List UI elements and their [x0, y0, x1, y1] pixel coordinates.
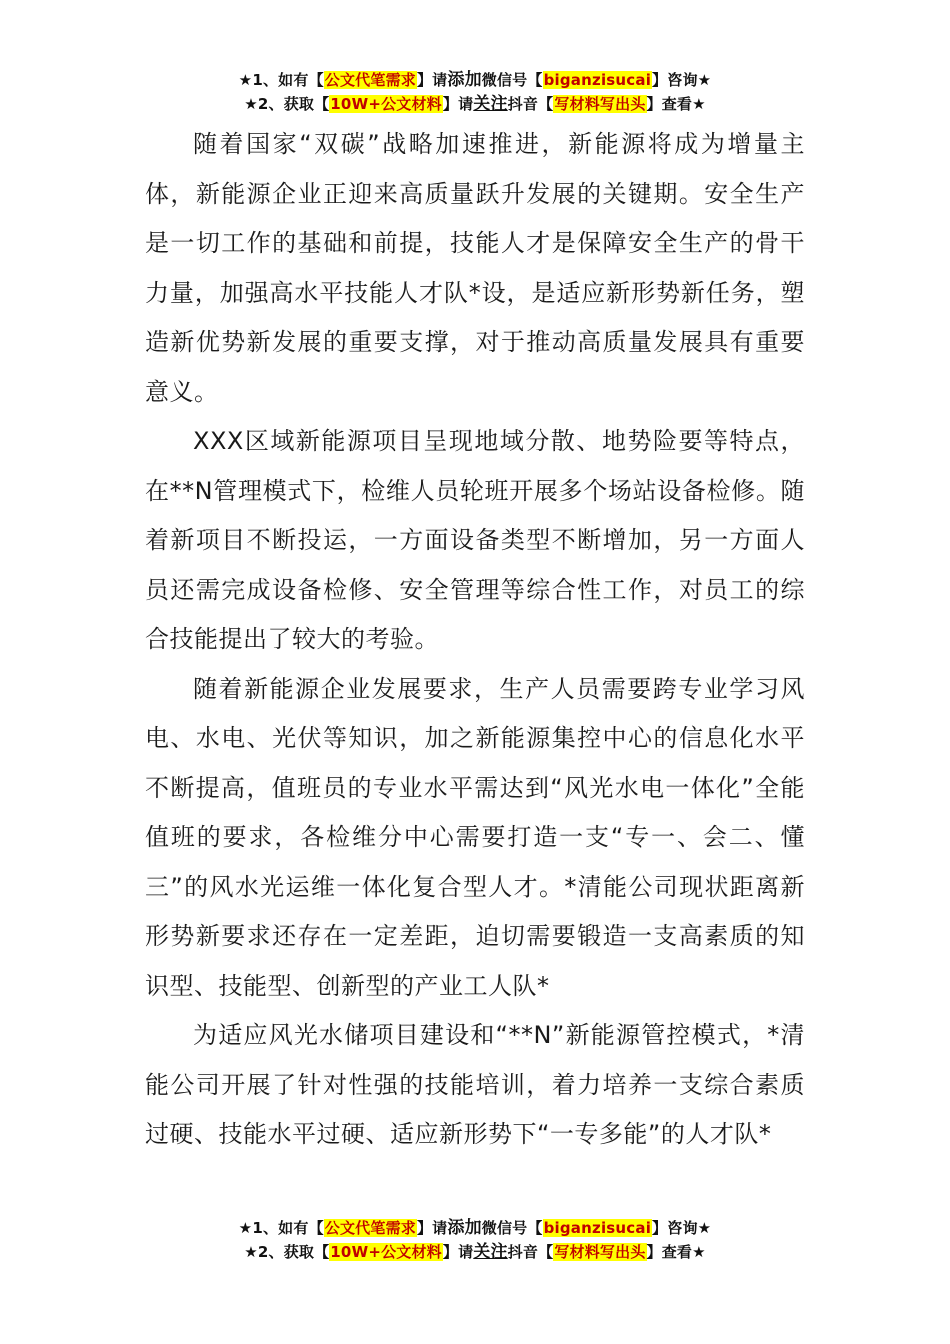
emphasis-text: 关注: [473, 94, 508, 114]
banner-text: 抖音【: [507, 95, 554, 113]
banner-line-1: [0, 1216, 950, 1240]
wechat-id: biganzisucai: [543, 1219, 652, 1237]
banner-text: 2、获取【: [257, 95, 330, 113]
banner-text: 2、获取【: [257, 1243, 330, 1261]
banner-text: 】请: [416, 71, 448, 89]
star-icon: ★: [244, 1243, 258, 1261]
emphasis-text: 添加: [447, 70, 482, 90]
emphasis-text: 关注: [473, 1242, 508, 1262]
banner-text: 】咨询: [652, 1219, 698, 1237]
paragraph: 为适应风光水储项目建设和“**N”新能源管控模式，*清能公司开展了针对性强的技能培训，着力培养一支综合素质过硬、技能水平过硬、适应新形势下“一专多能”的人才队*: [145, 1021, 805, 1148]
banner-text: 】查看: [646, 1243, 693, 1261]
highlight-text: 10W+公文材料: [330, 1243, 442, 1261]
star-icon: ★: [238, 71, 253, 89]
document-body: [145, 120, 805, 1160]
banner-text: 】请: [416, 1219, 448, 1237]
star-icon: ★: [692, 95, 706, 113]
header-banner: [0, 68, 950, 116]
banner-text: 抖音【: [507, 1243, 554, 1261]
douyin-account: 写材料写出头: [554, 1243, 646, 1261]
star-icon: ★: [238, 1219, 253, 1237]
banner-text: 】请: [442, 1243, 474, 1261]
star-icon: ★: [697, 1219, 712, 1237]
douyin-account: 写材料写出头: [554, 95, 646, 113]
banner-text: 微信号【: [481, 1219, 543, 1237]
highlight-text: 公文代笔需求: [324, 1219, 416, 1237]
banner-line-2: [0, 92, 950, 116]
star-icon: ★: [692, 1243, 706, 1261]
banner-text: 】咨询: [652, 71, 698, 89]
star-icon: ★: [697, 71, 712, 89]
footer-banner: [0, 1216, 950, 1264]
paragraph: 随着国家“双碳”战略加速推进，新能源将成为增量主体，新能源企业正迎来高质量跃升发展的关键期。安全生产是一切工作的基础和前提，技能人才是保障安全生产的骨干力量，加强高水平技能人才队*设，是适应新形势新任务，塑造新优势新发展的重要支撑，对于推动高质量发展具有重要意义。: [145, 130, 805, 406]
highlight-text: 公文代笔需求: [324, 71, 416, 89]
emphasis-text: 添加: [447, 1218, 482, 1238]
banner-text: 1、如有【: [252, 71, 324, 89]
banner-line-2: [0, 1240, 950, 1264]
wechat-id: biganzisucai: [543, 71, 652, 89]
banner-text: 微信号【: [481, 71, 543, 89]
banner-text: 1、如有【: [252, 1219, 324, 1237]
paragraph: 随着新能源企业发展要求，生产人员需要跨专业学习风电、水电、光伏等知识，加之新能源集控中心的信息化水平不断提高，值班员的专业水平需达到“风光水电一体化”全能值班的要求，各检维分中心需要打造一支“专一、会二、懂三”的风水光运维一体化复合型人才。*清能公司现状距离新形势新要求还存在一定差距，迫切需要锻造一支高素质的知识型、技能型、创新型的产业工人队*: [145, 674, 805, 1000]
highlight-text: 10W+公文材料: [330, 95, 442, 113]
paragraph: XXX区域新能源项目呈现地域分散、地势险要等特点，在**N管理模式下，检维人员轮班开展多个场站设备检修。随着新项目不断投运，一方面设备类型不断增加，另一方面人员还需完成设备检修、安全管理等综合性工作，对员工的综合技能提出了较大的考验。: [145, 427, 805, 653]
banner-line-1: [0, 68, 950, 92]
banner-text: 】请: [442, 95, 474, 113]
star-icon: ★: [244, 95, 258, 113]
banner-text: 】查看: [646, 95, 693, 113]
